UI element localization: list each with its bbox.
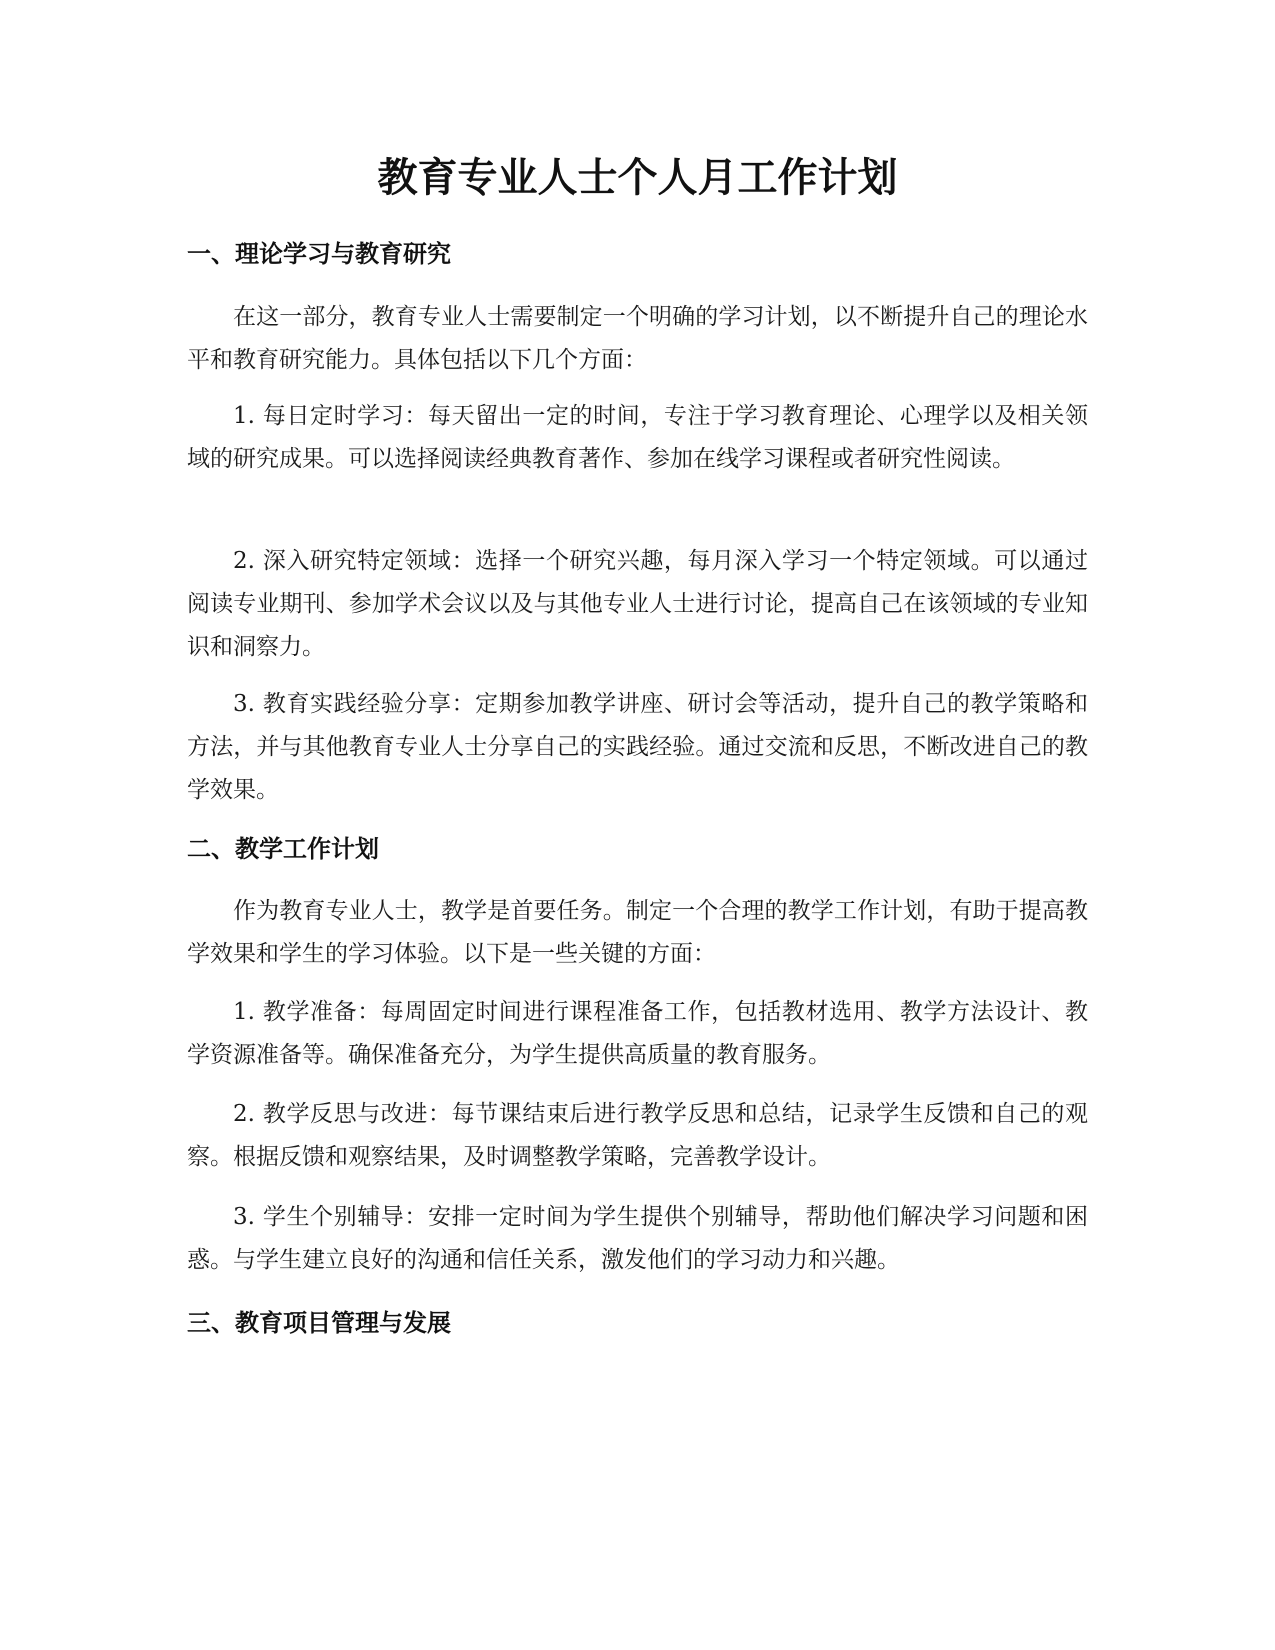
section-2-paragraph-intro: 作为教育专业人士，教学是首要任务。制定一个合理的教学工作计划，有助于提高教学效果和学生的学习体验。以下是一些关键的方面： — [187, 898, 1088, 967]
section-1-paragraph-intro: 在这一部分，教育专业人士需要制定一个明确的学习计划，以不断提升自己的理论水平和教育研究能力。具体包括以下几个方面： — [187, 304, 1088, 373]
section-heading-2: 二、教学工作计划 — [187, 835, 379, 863]
section-1-paragraph-item-1: 1. 每日定时学习：每天留出一定的时间，专注于学习教育理论、心理学以及相关领域的研究成果。可以选择阅读经典教育著作、参加在线学习课程或者研究性阅读。 — [187, 403, 1088, 472]
document-title: 教育专业人士个人月工作计划 — [377, 155, 898, 201]
section-2-paragraph-item-1: 1. 教学准备：每周固定时间进行课程准备工作，包括教材选用、教学方法设计、教学资源准备等。确保准备充分，为学生提供高质量的教育服务。 — [187, 999, 1088, 1068]
section-2-paragraph-item-2: 2. 教学反思与改进：每节课结束后进行教学反思和总结，记录学生反馈和自己的观察。根据反馈和观察结果，及时调整教学策略，完善教学设计。 — [187, 1101, 1088, 1170]
section-heading-3: 三、教育项目管理与发展 — [187, 1309, 451, 1337]
section-heading-1: 一、理论学习与教育研究 — [187, 240, 451, 268]
section-2-paragraph-item-3: 3. 学生个别辅导：安排一定时间为学生提供个别辅导，帮助他们解决学习问题和困惑。与学生建立良好的沟通和信任关系，激发他们的学习动力和兴趣。 — [187, 1204, 1088, 1273]
section-1-paragraph-item-3: 3. 教育实践经验分享：定期参加教学讲座、研讨会等活动，提升自己的教学策略和方法，并与其他教育专业人士分享自己的实践经验。通过交流和反思，不断改进自己的教学效果。 — [187, 691, 1088, 803]
section-1-paragraph-item-2: 2. 深入研究特定领域：选择一个研究兴趣，每月深入学习一个特定领域。可以通过阅读专业期刊、参加学术会议以及与其他专业人士进行讨论，提高自己在该领域的专业知识和洞察力。 — [187, 548, 1088, 660]
